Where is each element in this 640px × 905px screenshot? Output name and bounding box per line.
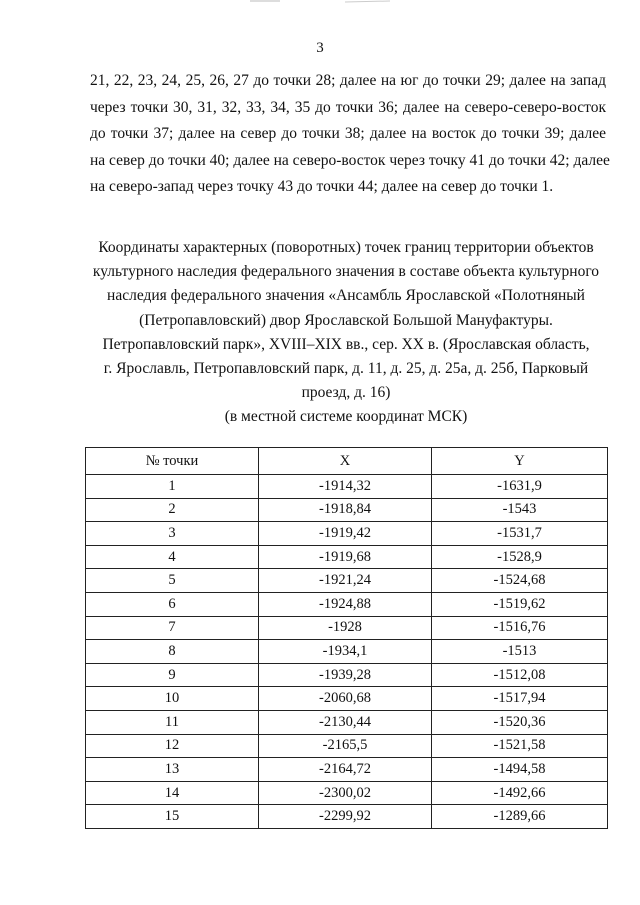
paragraph-line: на северо-запад через точку 43 до точки 44; далее на север до точки 1. <box>90 178 554 195</box>
cell-x: -2165,5 <box>259 734 432 758</box>
table-row <box>86 569 608 593</box>
coordinates-table-wrapper <box>85 447 607 829</box>
cell-point-number: 2 <box>86 498 259 522</box>
paragraph-line: 21, 22, 23, 24, 25, 26, 27 до точки 28; далее на юг до точки 29; далее на запад <box>90 72 606 89</box>
table-row <box>86 781 608 805</box>
heading-line: Координаты характерных (поворотных) точек границ территории объектов <box>98 239 594 256</box>
cell-y: -1512,08 <box>432 663 608 687</box>
table-row <box>86 616 608 640</box>
cell-x: -1918,84 <box>259 498 432 522</box>
heading-line: культурного наследия федерального значения в составе объекта культурного <box>92 263 600 281</box>
table-row <box>86 734 608 758</box>
cell-y: -1631,9 <box>432 475 608 499</box>
heading-line: (Петропавловский) двор Ярославской Большой Мануфактуры. <box>139 311 553 329</box>
cell-point-number: 5 <box>86 569 259 593</box>
table-heading <box>86 236 606 430</box>
cell-point-number: 6 <box>86 592 259 616</box>
table-row <box>86 545 608 569</box>
header-x: X <box>259 448 432 475</box>
heading-line: (в местной системе координат МСК) <box>224 408 468 426</box>
cell-point-number: 1 <box>86 475 259 499</box>
cell-point-number: 9 <box>86 663 259 687</box>
header-point-number: № точки <box>86 448 259 475</box>
table-row <box>86 758 608 782</box>
heading-line: г. Ярославль, Петропавловский парк, д. 11, д. 25, д. 25а, д. 25б, Парковый <box>103 360 589 378</box>
cell-y: -1531,7 <box>432 522 608 546</box>
cell-y: -1289,66 <box>432 805 608 829</box>
cell-y: -1492,66 <box>432 781 608 805</box>
cell-point-number: 15 <box>86 805 259 829</box>
cell-y: -1519,62 <box>432 592 608 616</box>
cell-y: -1543 <box>432 498 608 522</box>
cell-y: -1520,36 <box>432 710 608 734</box>
cell-point-number: 10 <box>86 687 259 711</box>
cell-y: -1524,68 <box>432 569 608 593</box>
cell-y: -1513 <box>432 640 608 664</box>
cell-y: -1516,76 <box>432 616 608 640</box>
table-header-row <box>86 448 608 475</box>
table-row <box>86 805 608 829</box>
heading-line: проезд, д. 16) <box>301 384 391 402</box>
cell-x: -2164,72 <box>259 758 432 782</box>
cell-point-number: 4 <box>86 545 259 569</box>
table-row <box>86 498 608 522</box>
paragraph-line: до точки 37; далее на север до точки 38; далее на восток до точки 39; далее <box>90 125 606 142</box>
cell-point-number: 8 <box>86 640 259 664</box>
cell-x: -1919,68 <box>259 545 432 569</box>
table-row <box>86 640 608 664</box>
table-row <box>86 663 608 687</box>
cell-x: -2060,68 <box>259 687 432 711</box>
cell-y: -1528,9 <box>432 545 608 569</box>
cell-y: -1517,94 <box>432 687 608 711</box>
cell-y: -1521,58 <box>432 734 608 758</box>
cell-point-number: 11 <box>86 710 259 734</box>
cell-y: -1494,58 <box>432 758 608 782</box>
table-row <box>86 475 608 499</box>
cell-x: -2130,44 <box>259 710 432 734</box>
page-number: 3 <box>316 40 324 56</box>
cell-x: -1921,24 <box>259 569 432 593</box>
header-y: Y <box>432 448 608 475</box>
table-row <box>86 710 608 734</box>
cell-point-number: 3 <box>86 522 259 546</box>
cell-point-number: 14 <box>86 781 259 805</box>
cell-point-number: 13 <box>86 758 259 782</box>
table-row <box>86 522 608 546</box>
cell-x: -1939,28 <box>259 663 432 687</box>
cell-x: -2299,92 <box>259 805 432 829</box>
cell-x: -2300,02 <box>259 781 432 805</box>
heading-line: Петропавловский парк», XVIII–XIX вв., сер. XX в. (Ярославская область, <box>102 335 590 353</box>
cell-point-number: 7 <box>86 616 259 640</box>
table-row <box>86 592 608 616</box>
table-body <box>86 475 608 829</box>
paragraph-line: на север до точки 40; далее на северо-восток через точку 41 до точки 42; далее <box>90 151 610 169</box>
cell-x: -1934,1 <box>259 640 432 664</box>
cell-x: -1914,32 <box>259 475 432 499</box>
paragraph-line: через точки 30, 31, 32, 33, 34, 35 до точки 36; далее на северо-северо-восток <box>90 98 606 116</box>
scan-artifact <box>250 0 390 4</box>
cell-point-number: 12 <box>86 734 259 758</box>
coordinates-table <box>85 447 608 829</box>
cell-x: -1924,88 <box>259 592 432 616</box>
cell-x: -1928 <box>259 616 432 640</box>
heading-line: наследия федерального значения «Ансамбль Ярославской «Полотняный <box>107 287 585 305</box>
cell-x: -1919,42 <box>259 522 432 546</box>
continuation-paragraph <box>90 68 610 201</box>
table-row <box>86 687 608 711</box>
